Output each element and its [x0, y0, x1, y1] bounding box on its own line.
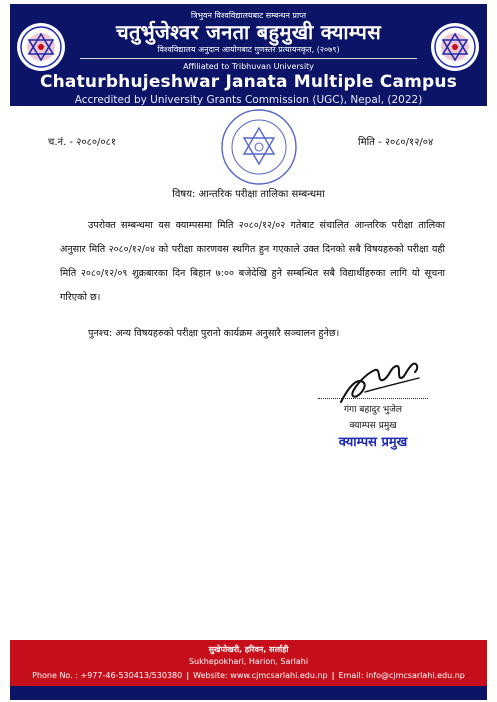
separator: |: [186, 671, 190, 680]
letter-subject: विषय: आन्तरिक परीक्षा तालिका सम्बन्धमा: [172, 189, 325, 200]
separator: |: [331, 671, 335, 680]
signature-line: [318, 398, 428, 399]
letterhead-footer: [10, 640, 487, 686]
address-english: Sukhepokhari, Harion, Sarlahi: [188, 657, 309, 666]
notice-paragraph: [60, 214, 445, 310]
website-link[interactable]: Website: www.cjmcsarlahi.edu.np: [193, 671, 328, 680]
letter-date: मिति - २०८०/१२/०४: [358, 137, 434, 148]
postscript-text: पुनश्च: अन्य विषयहरुको परीक्षा पुरानो कार्यक्रम अनुसारै सञ्चालन हुनेछ।: [88, 328, 340, 339]
signatory-title: क्याम्पस प्रमुख: [349, 421, 397, 431]
campus-seal-icon: [220, 108, 298, 186]
address-nepali: सुखेपोखरी, हरिवन, सर्लाही: [208, 645, 289, 654]
campus-chief-stamp: क्याम्पस प्रमुख: [338, 435, 408, 450]
signatory-name: गंगा बहादुर भुजेल: [343, 405, 402, 415]
ugc-accreditation-nepali: विश्वविद्यालय अनुदान आयोगबाट गुणस्तर प्रत्यायनकृत, (२०७९): [157, 45, 340, 54]
affiliation-nepali: त्रिभुवन विश्वविद्यालयबाट सम्बन्धन प्राप्त: [190, 11, 307, 20]
accreditation-english: Accredited by University Grants Commission (UGC), Nepal, (2022): [74, 94, 423, 106]
college-name-english: Chaturbhujeshwar Janata Multiple Campus: [39, 72, 458, 92]
email-link[interactable]: Email: info@cjmcsarlahi.edu.np: [338, 671, 465, 680]
reference-number: च.नं. - २०८०/०८१: [48, 137, 116, 148]
affiliation-english: Affiliated to Tribhuvan University: [183, 62, 314, 71]
college-name-nepali: चतुर्भुजेश्वर जनता बहुमुखी क्याम्पस: [115, 20, 382, 44]
contact-line: [10, 671, 487, 680]
notice-paragraph-text: उपरोक्त सम्बन्धमा यस क्याम्पसमा मिति २०८०/१२/०२ गतेबाट संचालित आन्तरिक परीक्षा तालिका अनुसार मिति २०८०/१२/०४ को परीक्षा कारणवस स्थगित हुन गएकाले उक्त दिनको सबै विषयहरुको परीक्षा यही मिति २०८०/१२/०९ शुक्रबारका दिन बिहान ७:०० बजेदेखि हुने सम्बन्धित सबै विद्यार्थीहरुका लागि यो सूचना गरिएको छ।: [60, 220, 445, 303]
letterhead-header: [10, 4, 487, 106]
header-divider: [80, 58, 417, 59]
footer-bottom-bar: [10, 686, 487, 700]
phone-number: Phone No. : +977-46-530413/530380: [32, 671, 183, 680]
postscript-paragraph: [60, 322, 445, 346]
